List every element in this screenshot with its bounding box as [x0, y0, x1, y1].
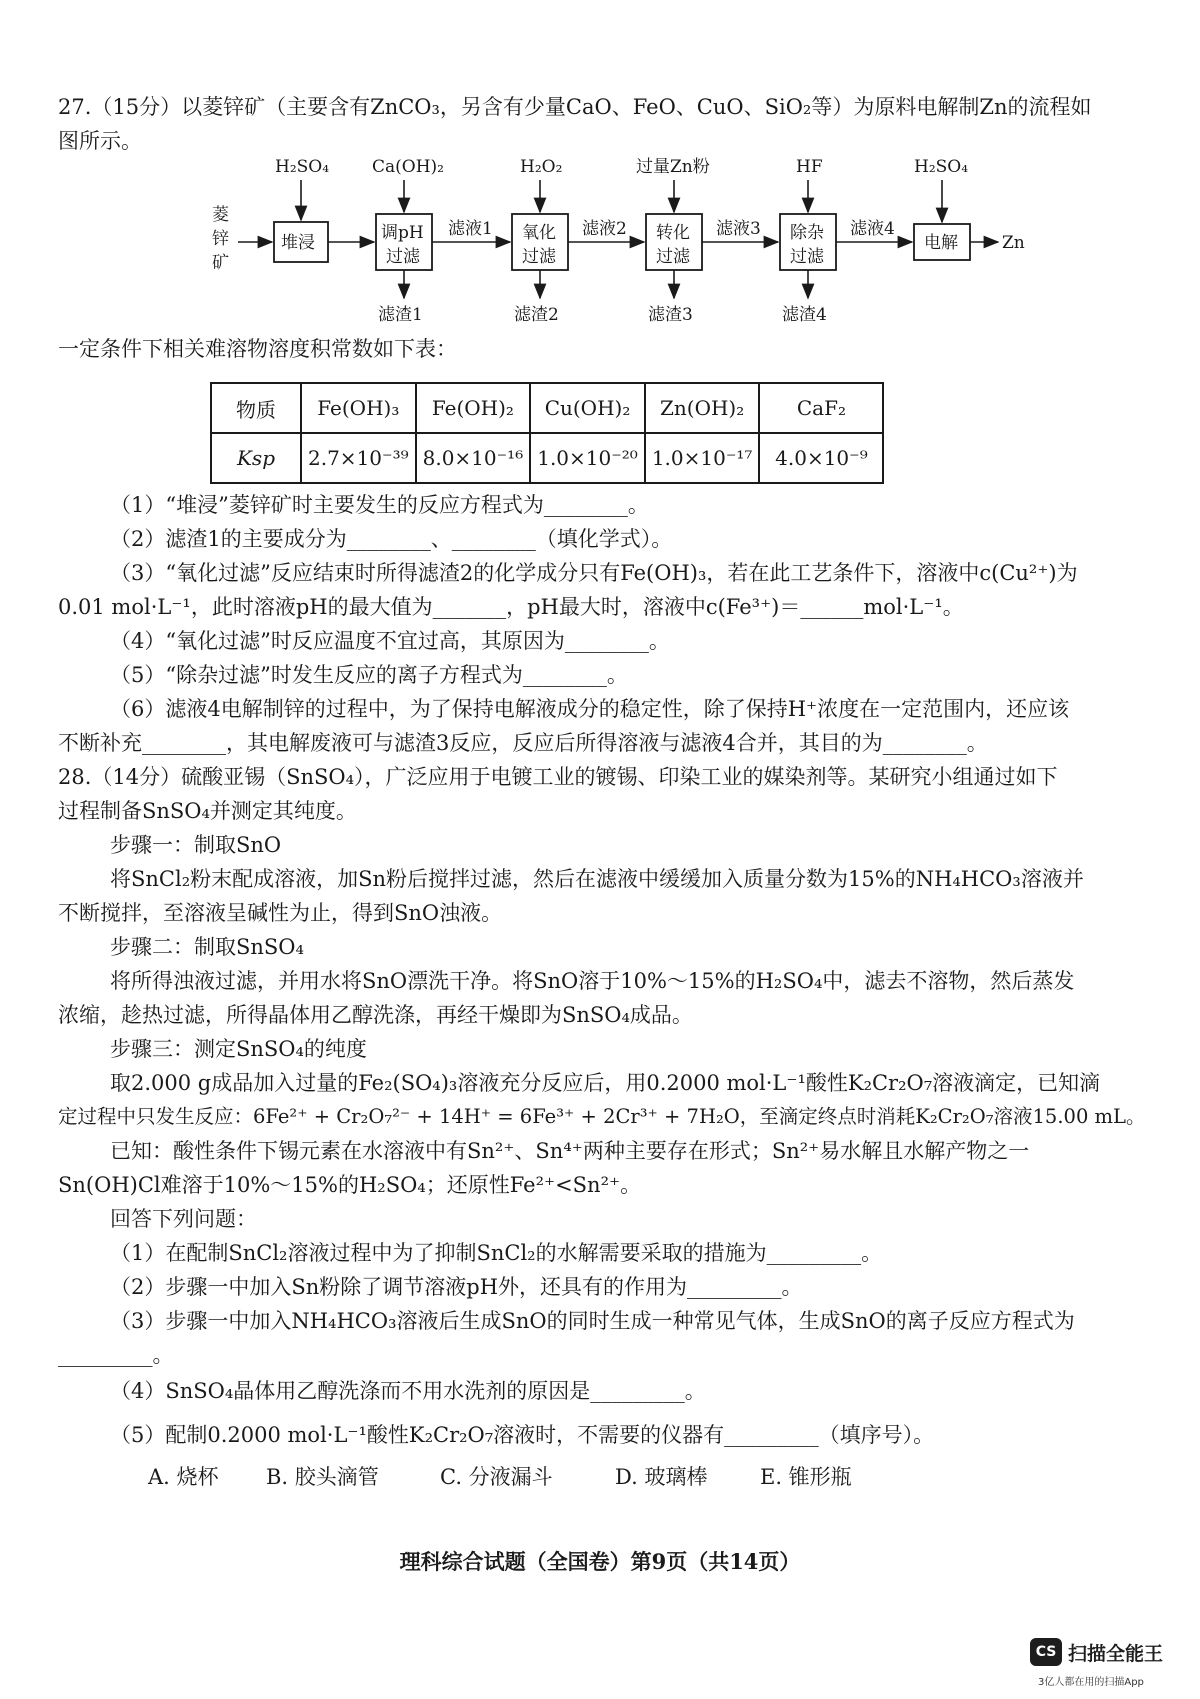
q27-line-4: 0.01 mol·L⁻¹，此时溶液pH的最大值为_______，pH最大时，溶液中c(Fe³⁺)＝______mol·L⁻¹。 [58, 595, 964, 619]
table-cell: 1.0×10⁻²⁰ [530, 433, 645, 483]
filtrate-3: 滤液3 [716, 219, 761, 239]
q28-line-1: 28.（14分）硫酸亚锡（SnSO₄），广泛应用于电镀工业的镀锡、印染工业的媒染剂等。某研究小组通过如下 [58, 765, 1058, 789]
brand-tagline: 3亿人都在用的扫描App [1038, 1677, 1144, 1688]
option-d: D. 玻璃棒 [615, 1465, 708, 1489]
table-header-cell: Fe(OH)₂ [416, 383, 531, 433]
option-a: A. 烧杯 [148, 1465, 219, 1489]
cs-logo-icon: CS [1030, 1638, 1062, 1666]
residue-2: 滤渣2 [514, 305, 559, 325]
q27-line-3: （3）“氧化过滤”反应结束时所得滤渣2的化学成分只有Fe(OH)₃，若在此工艺条件下，溶液中c(Cu²⁺)为 [110, 561, 1078, 585]
table-cell: Ksp [211, 433, 301, 483]
table-header-cell: Fe(OH)₃ [301, 383, 416, 433]
table-intro: 一定条件下相关难溶物溶度积常数如下表： [58, 337, 457, 361]
q28-line-17: （3）步骤一中加入NH₄HCO₃溶液后生成SnO的同时生成一种常见气体，生成SnO的离子反应方程式为 [110, 1309, 1075, 1333]
q28-line-12: 已知：酸性条件下锡元素在水溶液中有Sn²⁺、Sn⁴⁺两种主要存在形式；Sn²⁺易水解且水解产物之一 [110, 1139, 1030, 1163]
residue-3: 滤渣3 [648, 305, 693, 325]
q28-line-11: 定过程中只发生反应：6Fe²⁺ + Cr₂O₇²⁻ + 14H⁺ = 6Fe³⁺ + 2Cr³⁺ + 7H₂O，至滴定终点时消耗K₂Cr₂O₇溶液15.00 mL。 [58, 1105, 1146, 1128]
box2-label-1: 调pH [381, 223, 424, 243]
q28-line-10: 取2.000 g成品加入过量的Fe₂(SO₄)₃溶液充分反应后，用0.2000 mol·L⁻¹酸性K₂Cr₂O₇溶液滴定，已知滴 [110, 1071, 1101, 1095]
q27-line-5: （4）“氧化过滤”时反应温度不宜过高，其原因为________。 [110, 629, 670, 653]
q27-line-1: （1）“堆浸”菱锌矿时主要发生的反应方程式为________。 [110, 493, 649, 517]
q27-line-6: （5）“除杂过滤”时发生反应的离子方程式为________。 [110, 663, 628, 687]
raw-char-3: 矿 [212, 253, 229, 273]
reagent-3: H₂O₂ [520, 157, 563, 177]
product-zn: Zn [1002, 233, 1025, 253]
ksp-table [210, 382, 884, 484]
option-c: C. 分液漏斗 [440, 1465, 553, 1489]
q28-line-5: 不断搅拌，至溶液呈碱性为止，得到SnO浊液。 [58, 901, 503, 925]
table-header-cell: Zn(OH)₂ [645, 383, 760, 433]
q28-line-20: （5）配制0.2000 mol·L⁻¹酸性K₂Cr₂O₇溶液时，不需要的仪器有_________（填序号）。 [110, 1423, 935, 1447]
box3-label-2: 过滤 [522, 247, 556, 267]
table-cell: 8.0×10⁻¹⁶ [416, 433, 531, 483]
residue-4: 滤渣4 [782, 305, 827, 325]
box5-label-2: 过滤 [790, 247, 824, 267]
box1-label: 堆浸 [281, 233, 315, 253]
reagent-2: Ca(OH)₂ [372, 157, 444, 177]
q27-line-7: （6）滤液4电解制锌的过程中，为了保持电解液成分的稳定性，除了保持H⁺浓度在一定范围内，还应该 [110, 697, 1070, 721]
q28-line-2: 过程制备SnSO₄并测定其纯度。 [58, 799, 357, 823]
option-e: E. 锥形瓶 [760, 1465, 852, 1489]
table-cell: 1.0×10⁻¹⁷ [645, 433, 760, 483]
q28-line-6: 步骤二：制取SnSO₄ [110, 935, 304, 959]
filtrate-1: 滤液1 [448, 219, 493, 239]
filtrate-2: 滤液2 [582, 219, 627, 239]
q27-header-cont: 图所示。 [58, 129, 142, 153]
box6-label: 电解 [924, 233, 958, 253]
q28-line-19: （4）SnSO₄晶体用乙醇洗涤而不用水洗剂的原因是_________。 [110, 1379, 706, 1403]
q28-line-7: 将所得浊液过滤，并用水将SnO漂洗干净。将SnO溶于10%～15%的H₂SO₄中，滤去不溶物，然后蒸发 [110, 969, 1075, 993]
table-row [211, 433, 883, 483]
raw-char-2: 锌 [212, 229, 229, 249]
q28-line-9: 步骤三：测定SnSO₄的纯度 [110, 1037, 367, 1061]
residue-1: 滤渣1 [378, 305, 423, 325]
option-b: B. 胶头滴管 [266, 1465, 379, 1489]
filtrate-4: 滤液4 [850, 219, 895, 239]
box3-label-1: 氧化 [522, 223, 556, 243]
reagent-5: HF [796, 157, 823, 177]
q28-line-15: （1）在配制SnCl₂溶液过程中为了抑制SnCl₂的水解需要采取的措施为_________。 [110, 1241, 883, 1265]
table-header-cell: Cu(OH)₂ [530, 383, 645, 433]
q28-line-13: Sn(OH)Cl难溶于10%～15%的H₂SO₄；还原性Fe²⁺<Sn²⁺。 [58, 1173, 642, 1197]
q27-line-2: （2）滤渣1的主要成分为________、________（填化学式）。 [110, 527, 673, 551]
process-flow-diagram [0, 0, 1200, 330]
table-row [211, 383, 883, 433]
table-header-cell: CaF₂ [759, 383, 883, 433]
raw-char-1: 菱 [212, 205, 229, 225]
box2-label-2: 过滤 [386, 247, 420, 267]
page-footer: 理科综合试题（全国卷）第9页（共14页） [399, 1549, 801, 1574]
q27-header: 27.（15分）以菱锌矿（主要含有ZnCO₃，另含有少量CaO、FeO、CuO、SiO₂等）为原料电解制Zn的流程如 [58, 95, 1092, 119]
table-cell: 2.7×10⁻³⁹ [301, 433, 416, 483]
q27-line-8: 不断补充________，其电解废液可与滤渣3反应，反应后所得溶液与滤液4合并，其目的为________。 [58, 731, 988, 755]
q28-line-16: （2）步骤一中加入Sn粉除了调节溶液pH外，还具有的作用为_________。 [110, 1275, 803, 1299]
table-cell: 4.0×10⁻⁹ [759, 433, 883, 483]
table-header-cell: 物质 [211, 383, 301, 433]
q28-line-3: 步骤一：制取SnO [110, 833, 282, 857]
scanner-watermark [1030, 1632, 1163, 1672]
box4-label-1: 转化 [656, 223, 690, 243]
q28-line-4: 将SnCl₂粉末配成溶液，加Sn粉后搅拌过滤，然后在滤液中缓缓加入质量分数为15%的NH₄HCO₃溶液并 [110, 867, 1084, 891]
box4-label-2: 过滤 [656, 247, 690, 267]
box5-label-1: 除杂 [790, 223, 824, 243]
q28-line-18: _________。 [58, 1343, 174, 1367]
brand-name: 扫描全能王 [1068, 1642, 1164, 1665]
reagent-6: H₂SO₄ [914, 157, 969, 177]
q28-line-8: 浓缩，趁热过滤，所得晶体用乙醇洗涤，再经干燥即为SnSO₄成品。 [58, 1003, 693, 1027]
reagent-1: H₂SO₄ [275, 157, 330, 177]
q28-line-14: 回答下列问题： [110, 1207, 257, 1231]
reagent-4: 过量Zn粉 [636, 157, 710, 177]
